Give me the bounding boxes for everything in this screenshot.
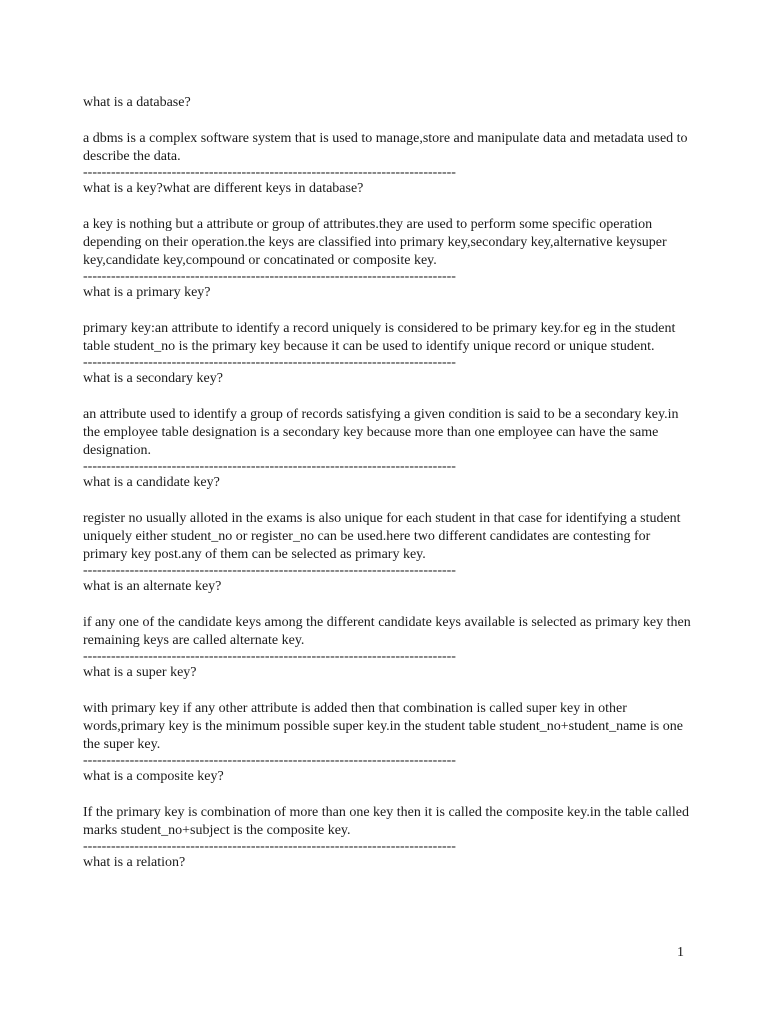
question-secondary-key: what is a secondary key? bbox=[83, 371, 223, 386]
answer-primary-key: primary key:an attribute to identify a record uniquely is considered to be primary key.for eg in the student table student_no is the primary key because it can be used to identify unique record or unique student. bbox=[83, 321, 676, 354]
separator-line: -------------------------------------------------------------------------------- bbox=[83, 754, 456, 768]
separator-line: -------------------------------------------------------------------------------- bbox=[83, 270, 456, 284]
answer-alternate-key: if any one of the candidate keys among the different candidate keys available is selected as primary key then remaining keys are called alternate key. bbox=[83, 615, 691, 648]
answer-database: a dbms is a complex software system that is used to manage,store and manipulate data and metadata used to describe the data. bbox=[83, 131, 688, 164]
answer-super-key: with primary key if any other attribute is added then that combination is called super key in other words,primary key is the minimum possible super key.in the student table student_no+student_name is one the super key. bbox=[83, 701, 683, 752]
separator-line: -------------------------------------------------------------------------------- bbox=[83, 840, 456, 854]
document-content bbox=[83, 94, 693, 872]
question-relation: what is a relation? bbox=[83, 855, 186, 870]
separator-line: -------------------------------------------------------------------------------- bbox=[83, 650, 456, 664]
answer-secondary-key: an attribute used to identify a group of records satisfying a given condition is said to be a secondary key.in the employee table designation is a secondary key because more than one employee can have the same designation. bbox=[83, 407, 679, 458]
question-super-key: what is a super key? bbox=[83, 665, 197, 680]
separator-line: -------------------------------------------------------------------------------- bbox=[83, 166, 456, 180]
answer-keys: a key is nothing but a attribute or group of attributes.they are used to perform some specific operation depending on their operation.the keys are classified into primary key,secondary key,alternative keysuper key,candidate key,compound or concatinated or composite key. bbox=[83, 217, 667, 268]
question-composite-key: what is a composite key? bbox=[83, 769, 224, 784]
question-keys: what is a key?what are different keys in database? bbox=[83, 181, 364, 196]
separator-line: -------------------------------------------------------------------------------- bbox=[83, 356, 456, 370]
question-alternate-key: what is an alternate key? bbox=[83, 579, 222, 594]
question-primary-key: what is a primary key? bbox=[83, 285, 211, 300]
question-database: what is a database? bbox=[83, 95, 191, 110]
separator-line: -------------------------------------------------------------------------------- bbox=[83, 460, 456, 474]
question-candidate-key: what is a candidate key? bbox=[83, 475, 220, 490]
separator-line: -------------------------------------------------------------------------------- bbox=[83, 564, 456, 578]
answer-candidate-key: register no usually alloted in the exams is also unique for each student in that case for identifying a student uniquely either student_no or register_no can be used.here two different candidates are contesting for primary key post.any of them can be selected as primary key. bbox=[83, 511, 681, 562]
page-number: 1 bbox=[677, 945, 684, 960]
answer-composite-key: If the primary key is combination of more than one key then it is called the composite key.in the table called marks student_no+subject is the composite key. bbox=[83, 805, 689, 838]
